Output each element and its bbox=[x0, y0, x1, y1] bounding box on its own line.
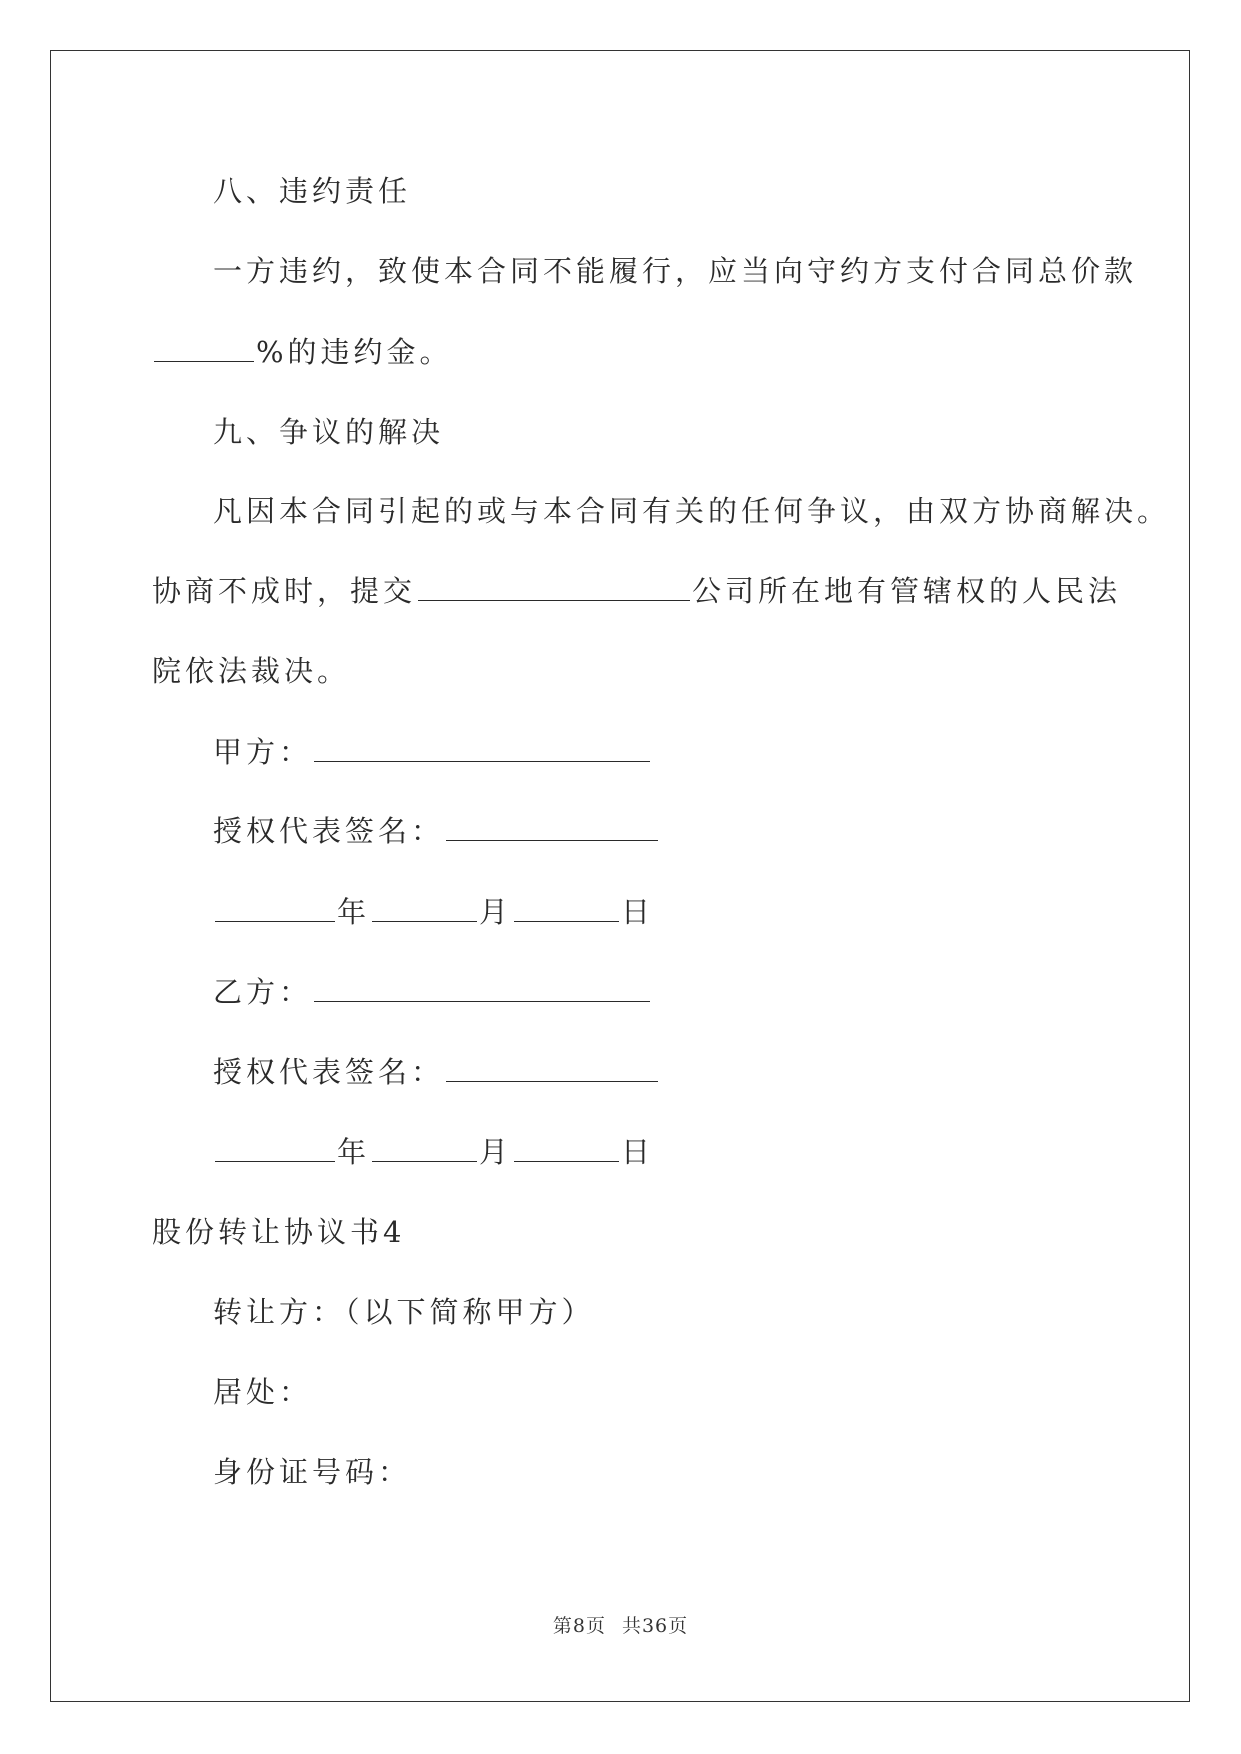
party-b-label: 乙方： bbox=[213, 975, 313, 1009]
arbitration-blank bbox=[418, 578, 690, 601]
party-b-signature-blank bbox=[446, 1059, 658, 1082]
section-9-paragraph-line-2 bbox=[152, 574, 1122, 608]
party-b-rep-line bbox=[213, 1055, 660, 1089]
party-a-date-line bbox=[213, 895, 655, 929]
year-label: 年 bbox=[337, 1135, 371, 1169]
party-b-year-blank bbox=[215, 1139, 335, 1162]
party-b-date-line bbox=[213, 1135, 655, 1169]
party-a-year-blank bbox=[215, 899, 335, 922]
party-a-rep-label: 授权代表签名： bbox=[213, 814, 445, 848]
arbitration-suffix: 公司所在地有管辖权的人民法 bbox=[692, 574, 1122, 608]
penalty-text: %的违约金。 bbox=[256, 335, 453, 369]
arbitration-prefix: 协商不成时，提交 bbox=[152, 574, 417, 608]
party-b-blank bbox=[314, 979, 650, 1002]
transferor-line: 转让方：（以下简称甲方） bbox=[213, 1295, 595, 1329]
section-9-paragraph-line-3: 院依法裁决。 bbox=[152, 654, 351, 688]
party-b-day-blank bbox=[514, 1139, 619, 1162]
penalty-percent-blank bbox=[154, 339, 254, 362]
month-label: 月 bbox=[479, 1135, 513, 1169]
total-pages: 共36页 bbox=[621, 1615, 689, 1637]
party-a-signature-blank bbox=[446, 818, 658, 841]
day-label: 日 bbox=[621, 1135, 655, 1169]
party-b-month-blank bbox=[372, 1139, 477, 1162]
party-a-month-blank bbox=[372, 899, 477, 922]
page-number: 第8页 bbox=[552, 1615, 606, 1637]
party-b-rep-label: 授权代表签名： bbox=[213, 1055, 445, 1089]
party-a-blank bbox=[314, 739, 650, 762]
party-b-line bbox=[213, 975, 652, 1009]
day-label: 日 bbox=[621, 895, 655, 929]
residence-line: 居处： bbox=[213, 1375, 313, 1409]
year-label: 年 bbox=[337, 895, 371, 929]
party-a-label: 甲方： bbox=[213, 735, 313, 769]
section-9-heading: 九、争议的解决 bbox=[213, 415, 445, 449]
party-a-line bbox=[213, 735, 652, 769]
section-8-paragraph-line-2 bbox=[152, 335, 453, 369]
month-label: 月 bbox=[479, 895, 513, 929]
page-footer bbox=[0, 1611, 1241, 1638]
section-8-paragraph-line-1: 一方违约，致使本合同不能履行，应当向守约方支付合同总价款 bbox=[213, 254, 1138, 288]
section-8-heading: 八、违约责任 bbox=[213, 174, 412, 208]
id-number-line: 身份证号码： bbox=[213, 1455, 412, 1489]
party-a-rep-line bbox=[213, 814, 660, 848]
section-9-paragraph-line-1: 凡因本合同引起的或与本合同有关的任何争议，由双方协商解决。 bbox=[213, 494, 1171, 528]
agreement-4-title: 股份转让协议书4 bbox=[152, 1215, 406, 1249]
party-a-day-blank bbox=[514, 899, 619, 922]
